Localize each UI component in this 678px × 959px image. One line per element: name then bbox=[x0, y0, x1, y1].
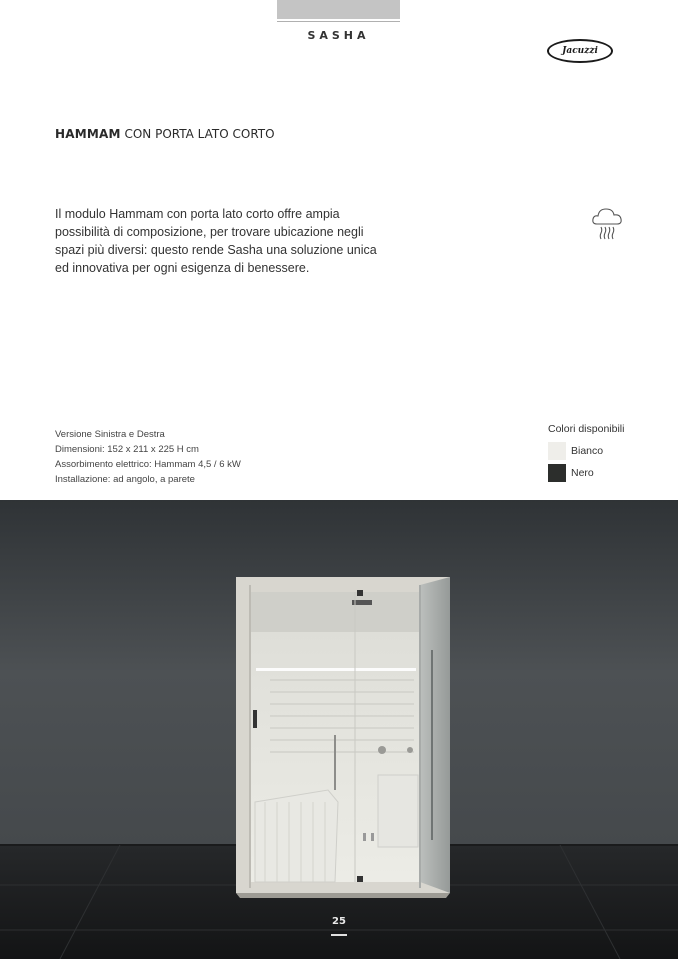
page-number: 25 bbox=[332, 916, 346, 927]
spec-power: Assorbimento elettrico: Hammam 4,5 / 6 kW bbox=[55, 459, 241, 470]
color-label-black: Nero bbox=[571, 467, 594, 479]
spec-version: Versione Sinistra e Destra bbox=[55, 429, 165, 440]
product-title bbox=[55, 127, 275, 141]
product-photo bbox=[0, 500, 678, 959]
logo-text: Jacuzzi bbox=[562, 46, 598, 56]
top-tab-decoration bbox=[277, 0, 400, 19]
spec-list bbox=[55, 427, 241, 487]
product-description: Il modulo Hammam con porta lato corto offre ampia possibilità di composizione, per trovare ubicazione negli spazi più diversi: questo rende Sasha una soluzione unica ed innovativa per ogni esigenza di benessere. bbox=[55, 207, 377, 275]
color-label-white: Bianco bbox=[571, 445, 604, 457]
collection-name: SASHA bbox=[307, 29, 370, 42]
steam-cloud-icon bbox=[590, 203, 624, 245]
product-title-bold: HAMMAM bbox=[55, 127, 121, 141]
product-title-light: CON PORTA LATO CORTO bbox=[124, 127, 275, 141]
color-swatch-white bbox=[548, 442, 566, 460]
color-option-white bbox=[548, 442, 603, 460]
colors-title: Colori disponibili bbox=[548, 423, 625, 435]
jacuzzi-logo bbox=[547, 39, 613, 63]
top-divider bbox=[277, 21, 400, 22]
color-swatch-black bbox=[548, 464, 566, 482]
page-number-underline bbox=[331, 934, 347, 936]
spec-dimensions: Dimensioni: 152 x 211 x 225 H cm bbox=[55, 444, 199, 455]
spec-installation: Installazione: ad angolo, a parete bbox=[55, 474, 195, 485]
color-option-black bbox=[548, 464, 594, 482]
